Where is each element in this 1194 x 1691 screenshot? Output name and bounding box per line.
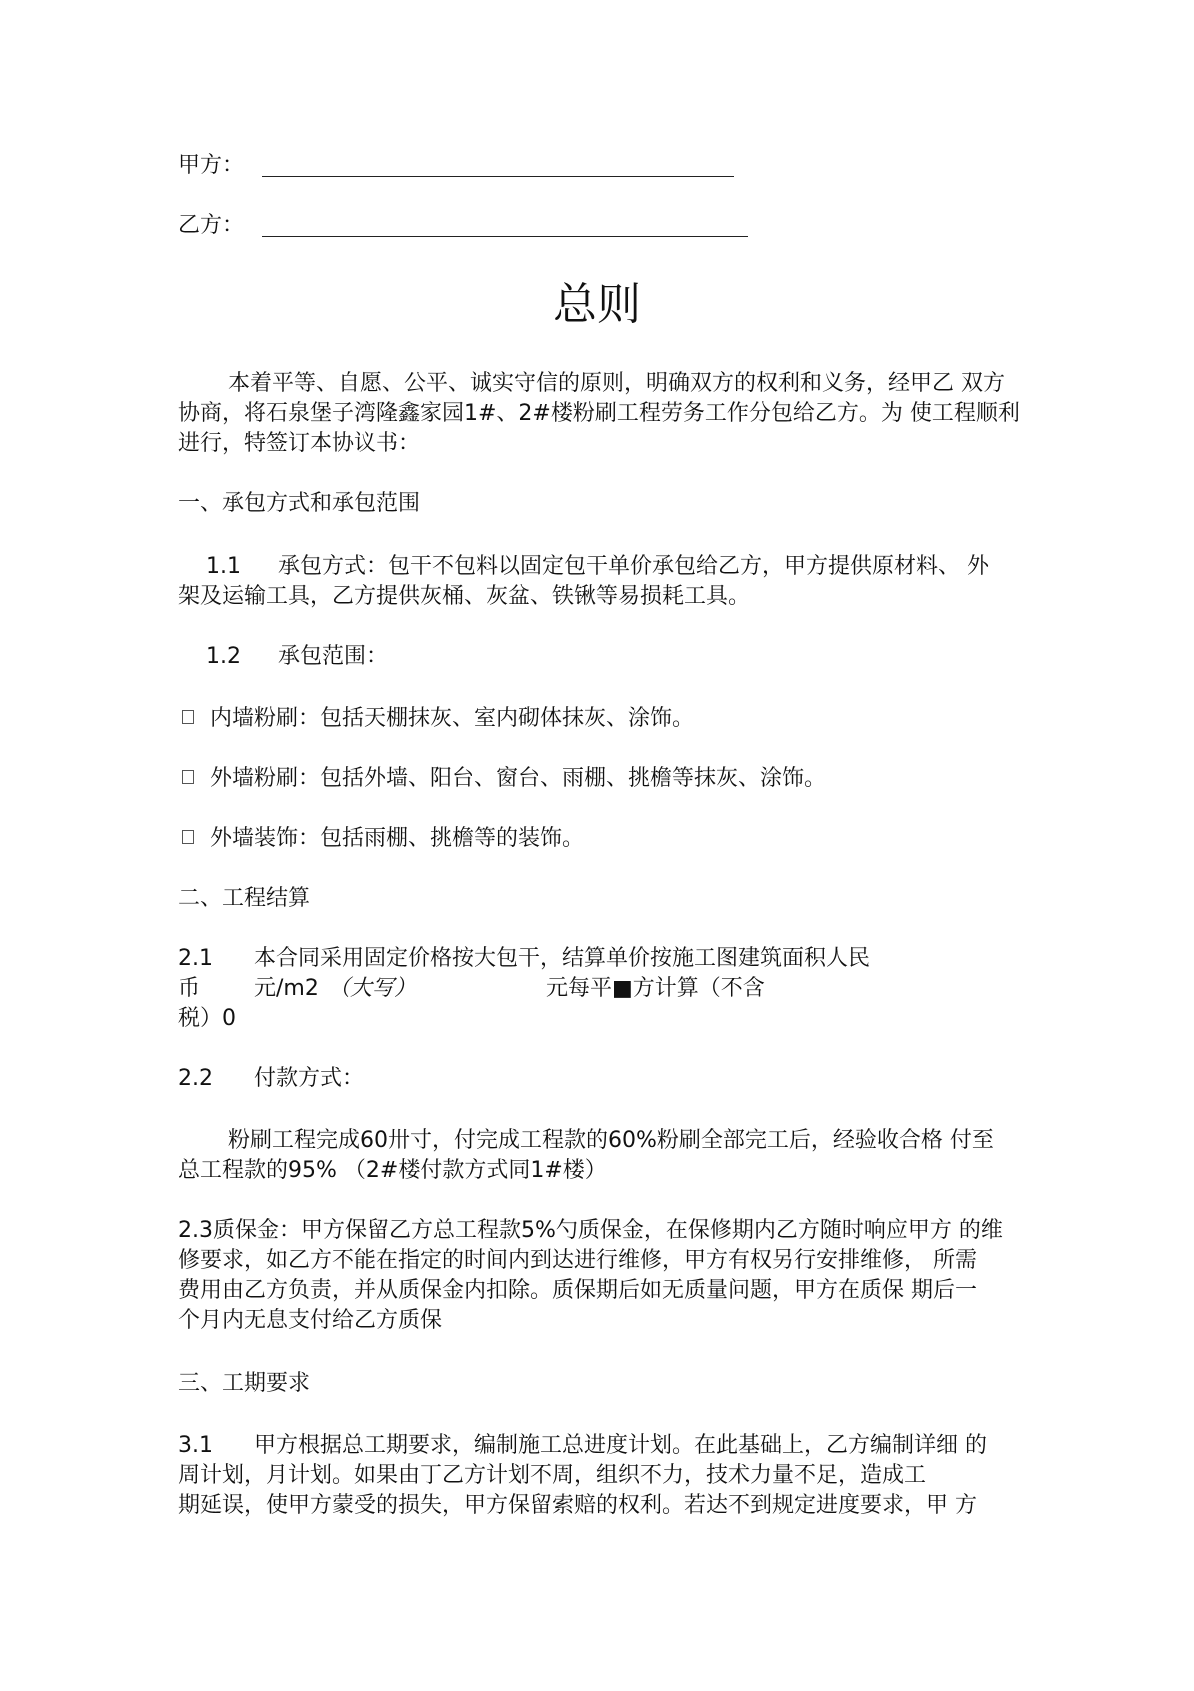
scope-item-2 — [182, 765, 826, 793]
item-2-1-tail: 元每平■方计算（不含 — [546, 976, 765, 1001]
scope-item-3 — [182, 825, 584, 853]
checkbox-icon — [182, 710, 194, 724]
item-3-1-line-1: 甲方根据总工期要求，编制施工总进度计划。在此基础上，乙方编制详细 的 — [254, 1433, 987, 1458]
item-2-3-line-1: 2.3质保金：甲方保留乙方总工程款5%勺质保金，在保修期内乙方随时响应甲方 的维 — [178, 1218, 1003, 1243]
intro-line-3: 进行，特签订本协议书： — [178, 431, 421, 456]
checkbox-icon — [182, 830, 194, 844]
party-a-blank-line — [262, 176, 734, 177]
item-2-3-line-3: 费用由乙方负责，并从质保金内扣除。质保期后如无质量问题，甲方在质保 期后一 — [178, 1278, 977, 1303]
item-1-1-line-2: 架及运输工具，乙方提供灰桶、灰盆、铁锹等易损耗工具。 — [178, 584, 751, 609]
scope-item-1 — [182, 705, 694, 733]
item-1-1-number: 1.1 — [206, 554, 241, 579]
item-2-1-number: 2.1 — [178, 946, 213, 971]
document-title: 总则 — [553, 279, 641, 330]
item-1-2-text: 承包范围： — [278, 644, 389, 669]
item-3-1-line-2: 周计划，月计划。如果由丁乙方计划不周，组织不力，技术力量不足，造成工 — [178, 1463, 927, 1488]
section2-heading: 二、工程结算 — [178, 886, 311, 911]
intro-line-2: 协商，将石泉堡子湾隆鑫家园1#、2#楼粉刷工程劳务工作分包给乙方。为 使工程顺利 — [178, 401, 1020, 426]
item-1-1-line-1: 承包方式：包干不包料以固定包干单价承包给乙方，甲方提供原材料、 外 — [278, 554, 989, 579]
payment-line-2: 总工程款的95% （2#楼付款方式同1#楼） — [178, 1158, 607, 1183]
scope-item-2-text: 外墙粉刷：包括外墙、阳台、窗台、雨棚、挑檐等抹灰、涂饰。 — [210, 766, 827, 791]
item-2-3-line-2: 修要求，如乙方不能在指定的时间内到达进行维修，甲方有权另行安排维修， 所需 — [178, 1248, 977, 1273]
item-3-1-line-3: 期延误，使甲方蒙受的损失，甲方保留索赔的权利。若达不到规定进度要求，甲 方 — [178, 1493, 977, 1518]
item-2-1-note: （大写） — [328, 976, 417, 1001]
party-b-blank-line — [262, 236, 748, 237]
item-3-1-number: 3.1 — [178, 1433, 213, 1458]
item-2-1-coin: 币 — [178, 976, 201, 1001]
item-2-1-unit: 元/m2 — [254, 976, 319, 1001]
checkbox-icon — [182, 770, 194, 784]
section1-heading: 一、承包方式和承包范围 — [178, 491, 421, 516]
party-b-label: 乙方： — [178, 213, 245, 238]
section3-heading: 三、工期要求 — [178, 1371, 311, 1396]
item-2-1-line-1: 本合同采用固定价格按大包干，结算单价按施工图建筑面积人民 — [254, 946, 871, 971]
item-2-3-line-4: 个月内无息支付给乙方质保 — [178, 1308, 443, 1333]
item-1-2-number: 1.2 — [206, 644, 241, 669]
party-a-label: 甲方： — [178, 153, 245, 178]
item-2-2-number: 2.2 — [178, 1066, 213, 1091]
item-2-2-text: 付款方式： — [254, 1066, 365, 1091]
intro-line-1: 本着平等、自愿、公平、诚实守信的原则，明确双方的权利和义务，经甲乙 双方 — [228, 371, 1005, 396]
scope-item-1-text: 内墙粉刷：包括天棚抹灰、室内砌体抹灰、涂饰。 — [210, 706, 695, 731]
item-2-1-line-3: 税）0 — [178, 1006, 236, 1031]
scope-item-3-text: 外墙装饰：包括雨棚、挑檐等的装饰。 — [210, 826, 585, 851]
payment-line-1: 粉刷工程完成60卅寸，付完成工程款的60%粉刷全部完工后，经验收合格 付至 — [228, 1128, 994, 1153]
